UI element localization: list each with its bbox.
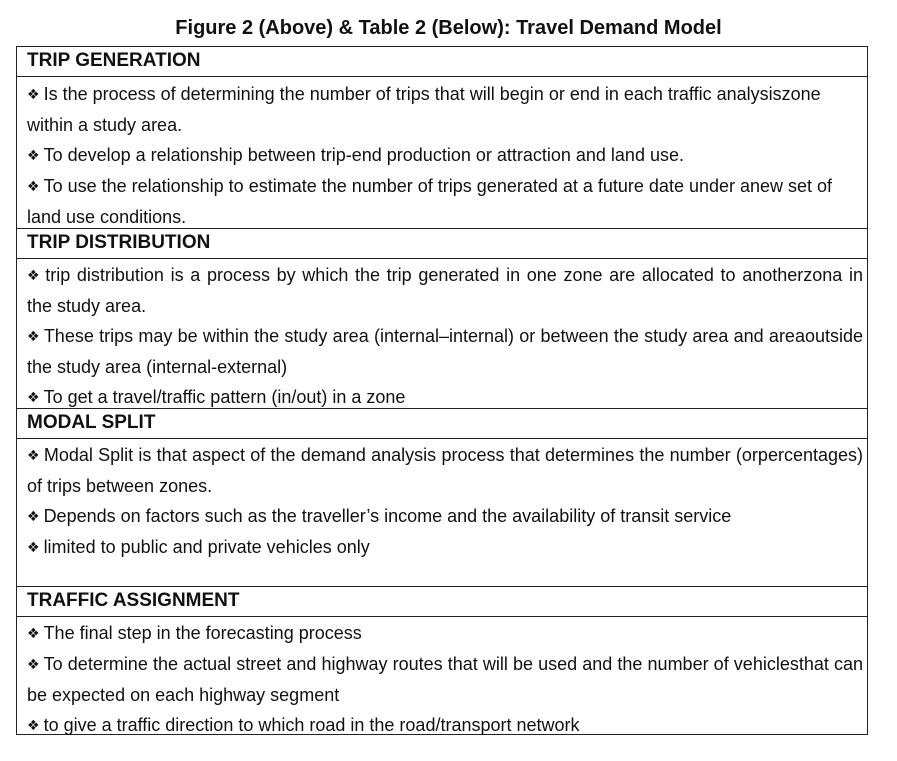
list-item: ❖ The final step in the forecasting process: [27, 623, 362, 643]
list-item: ❖ limited to public and private vehicles only: [27, 537, 370, 557]
list-item: ❖ trip distribution is a process by which the trip generated in one zone are allocated to anotherzona in the study area.: [27, 265, 863, 316]
diamond-bullet-icon: ❖: [27, 329, 40, 345]
list-item: ❖ To get a travel/traffic pattern (in/out) in a zone: [27, 387, 406, 407]
list-item: ❖ To determine the actual street and highway routes that will be used and the number of vehiclesthat can be expected on each highway segment: [27, 654, 863, 705]
list-item: ❖ To develop a relationship between trip-end production or attraction and land use.: [27, 145, 684, 165]
diamond-bullet-icon: ❖: [27, 657, 40, 673]
section-body-trip-distribution: [17, 259, 867, 409]
list-item: ❖ To use the relationship to estimate the number of trips generated at a future date under anew set of land use conditions.: [27, 176, 833, 227]
diamond-bullet-icon: ❖: [27, 87, 40, 103]
diamond-bullet-icon: ❖: [27, 179, 40, 195]
diamond-bullet-icon: ❖: [27, 390, 40, 406]
diamond-bullet-icon: ❖: [27, 268, 42, 284]
list-item: ❖ These trips may be within the study area (internal–internal) or between the study area and areaoutside the study area (internal-external): [27, 326, 863, 377]
travel-demand-table: [16, 46, 868, 735]
list-item: ❖ Modal Split is that aspect of the demand analysis process that determines the number (orpercentages) of trips between zones.: [27, 445, 863, 496]
diamond-bullet-icon: ❖: [27, 626, 40, 642]
list-item: ❖ to give a traffic direction to which road in the road/transport network: [27, 715, 580, 735]
section-heading-traffic-assignment: TRAFFIC ASSIGNMENT: [17, 587, 867, 617]
figure-title: Figure 2 (Above) & Table 2 (Below): Travel Demand Model: [175, 17, 722, 39]
section-body-trip-generation: [17, 77, 867, 229]
section-body-traffic-assignment: [17, 617, 867, 733]
diamond-bullet-icon: ❖: [27, 148, 40, 164]
section-heading-trip-distribution: TRIP DISTRIBUTION: [17, 229, 867, 259]
section-heading-modal-split: MODAL SPLIT: [17, 409, 867, 439]
diamond-bullet-icon: ❖: [27, 509, 40, 525]
diamond-bullet-icon: ❖: [27, 540, 40, 556]
list-item: ❖ Depends on factors such as the traveller’s income and the availability of transit service: [27, 506, 732, 526]
diamond-bullet-icon: ❖: [27, 718, 40, 734]
list-item: ❖ Is the process of determining the number of trips that will begin or end in each traffic analysiszone within a study area.: [27, 84, 821, 135]
section-heading-trip-generation: TRIP GENERATION: [17, 47, 867, 77]
diamond-bullet-icon: ❖: [27, 448, 40, 464]
section-body-modal-split: [17, 439, 867, 587]
